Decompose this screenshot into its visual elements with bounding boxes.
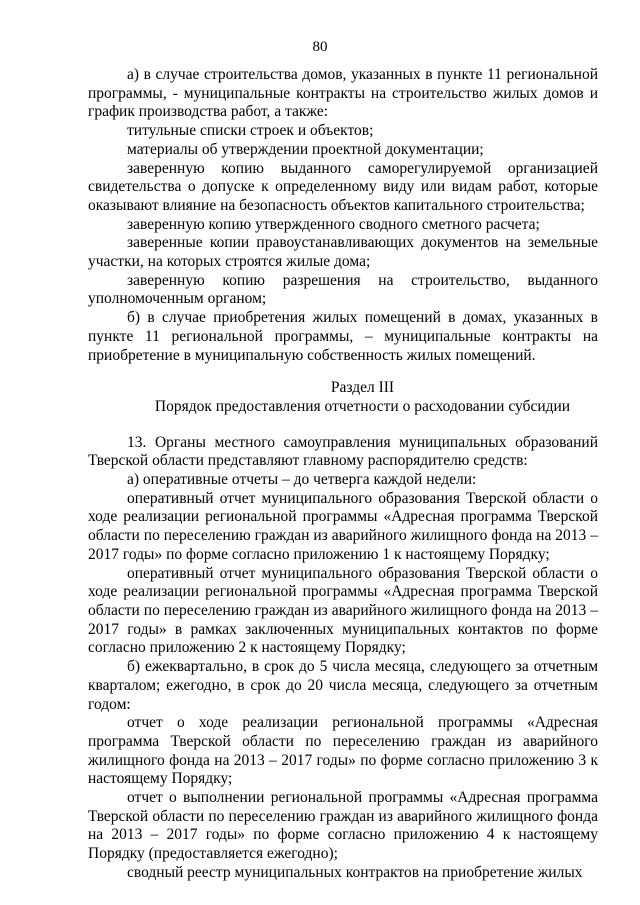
paragraph: сводный реестр муниципальных контрактов на приобретение жилых bbox=[127, 863, 583, 881]
paragraph: заверенную копию разрешения на строительство, выданного уполномоченным органом; bbox=[88, 271, 598, 308]
paragraph: заверенную копию утвержденного сводного сметного расчета; bbox=[127, 215, 540, 233]
paragraph: заверенную копию выданного саморегулируемой организацией свидетельства о допуске к определенному виду или видам работ, которые оказывают влияние на безопасность объектов капитального строительства; bbox=[88, 159, 598, 214]
paragraph: оперативный отчет муниципального образования Тверской области о ходе реализации региональной программы «Адресная программа Тверской области по переселению граждан из аварийного жилищного фонда на 2013 – 2017 годы» в рамках заключенных муниципальных контактов по форме согласно приложению 2 к настоящему Порядку; bbox=[88, 564, 598, 657]
paragraph: материалы об утверждении проектной документации; bbox=[127, 140, 484, 158]
paragraph: 13. Органы местного самоуправления муниципальных образований Тверской области представляют главному распорядителю средств: bbox=[88, 433, 598, 470]
paragraph: титульные списки строек и объектов; bbox=[127, 122, 374, 140]
paragraph: б) в случае приобретения жилых помещений в домах, указанных в пункте 11 региональной программы, – муниципальные контракты на приобретение в муниципальную собственность жилых помещений. bbox=[88, 309, 598, 364]
spacer bbox=[88, 417, 598, 434]
section-title: Порядок предоставления отчетности о расходовании субсидии bbox=[154, 397, 571, 415]
paragraph: оперативный отчет муниципального образования Тверской области о ходе реализации региональной программы «Адресная программа Тверской области по переселению граждан из аварийного жилищного фонда на 2013 – 2017 годы» по форме согласно приложению 1 к настоящему Порядку; bbox=[88, 489, 598, 563]
paragraph: отчет о выполнении региональной программы «Адресная программа Тверской области по переселению граждан из аварийного жилищного фонда на 2013 – 2017 годы» по форме согласно приложению 4 к настоящему Порядку (предоставляется ежегодно); bbox=[88, 789, 598, 863]
section-heading: Раздел III bbox=[330, 379, 395, 397]
document-body bbox=[88, 66, 598, 883]
spacer bbox=[88, 365, 598, 379]
paragraph: б) ежеквартально, в срок до 5 числа месяца, следующего за отчетным кварталом; ежегодно, в срок до 20 числа месяца, следующего за отчетным годом: bbox=[88, 658, 598, 713]
paragraph: заверенные копии правоустанавливающих документов на земельные участки, на которых строятся жилые дома; bbox=[88, 234, 598, 271]
paragraph: а) в случае строительства домов, указанных в пункте 11 региональной программы, - муниципальные контракты на строительство жилых домов и график производства работ, а также: bbox=[88, 66, 598, 121]
paragraph: а) оперативные отчеты – до четверга каждой недели: bbox=[127, 471, 477, 489]
paragraph: отчет о ходе реализации региональной программы «Адресная программа Тверской области по переселению граждан из аварийного жилищного фонда на 2013 – 2017 годы» по форме согласно приложению 3 к настоящему Порядку; bbox=[88, 714, 598, 788]
page-number: 80 bbox=[312, 39, 328, 55]
